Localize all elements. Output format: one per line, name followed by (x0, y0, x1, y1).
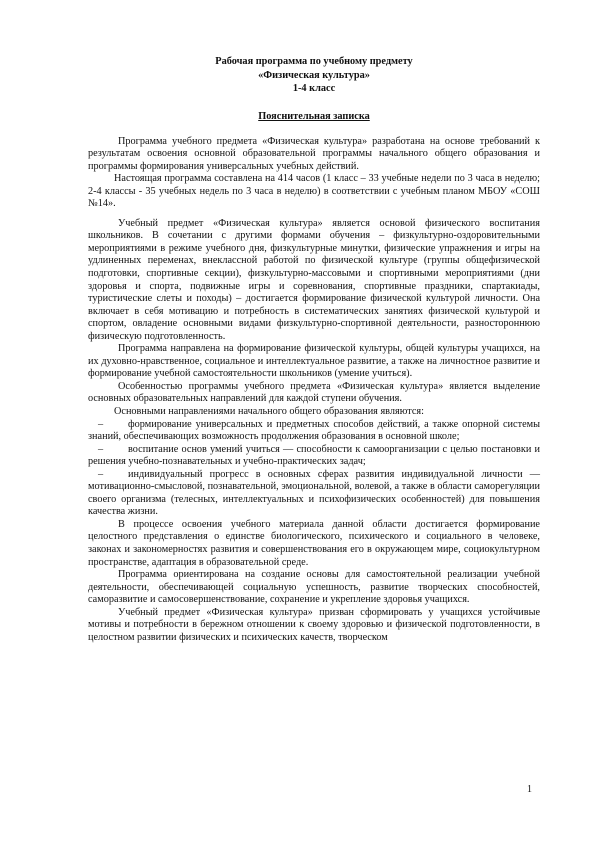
document-page (88, 55, 540, 644)
paragraph-7: В процессе освоения учебного материала данной области достигается формирование целостного представления о единстве биологического, психического и социального в человеке, законах и закономерностях развития и совершенствования его в окружающем мире, социокультурном пространстве, адаптация в образовательной среде. (88, 518, 540, 568)
section-subtitle: Пояснительная записка (258, 110, 370, 122)
list-item (88, 419, 540, 444)
document-body (88, 136, 540, 645)
document-header (88, 55, 540, 96)
dash-marker: – (98, 418, 104, 430)
paragraph-3: Учебный предмет «Физическая культура» является основой физического воспитания школьников. В сочетании с другими формами обучения – физкультурно-оздоровительными мероприятиями в режиме учебного дня, физкультурные минутки, физические упражнения и игры на удлиненных переменах, внеклассной работой по физической культуре (группы общефизической подготовки, спортивные секции), физкультурно-массовыми и спортивными мероприятиями (дни здоровья и спорта, подвижные игры и соревнования, спортивные праздники, спартакиады, туристические слеты и походы) – достигается формирование физической культурой личности. Она включает в себя мотивацию и потребность в систематических занятиях физической культурой и спортом, овладение основными видами физкультурно-спортивной деятельности, разностороннюю физическую подготовленность. (88, 217, 540, 342)
document-title-line-2: «Физическая культура» (258, 69, 370, 81)
page-number: 1 (527, 784, 532, 795)
list-item (88, 444, 540, 469)
list-item-text: формирование универсальных и предметных способов действий, а также опорной системы знаний, обеспечивающих возможность продолжения образования в основной школе; (88, 418, 540, 443)
paragraph-4: Программа направлена на формирование физической культуры, общей культуры учащихся, на их духовно-нравственное, социальное и интеллектуальное развитие, а также на личностное развитие и формирование учебной самостоятельности школьников (умение учиться). (88, 343, 540, 380)
dash-marker: – (98, 443, 104, 455)
document-title-line-3: 1-4 класс (292, 83, 336, 94)
paragraph-5: Особенностью программы учебного предмета «Физическая культура» является выделение основных образовательных направлений для каждой ступени обучения. (88, 380, 540, 405)
paragraph-9: Учебный предмет «Физическая культура» призван сформировать у учащихся устойчивые мотивы и потребности в бережном отношении к своему здоровью и физической подготовленности, в целостном развитии физических и психических качеств, творческом (88, 606, 540, 643)
paragraph-6: Основными направлениями начального общего образования являются: (114, 405, 424, 417)
paragraph-8: Программа ориентирована на создание основы для самостоятельной реализации учебной деятельности, обеспечивающей социальную успешность, развитие творческих способностей, саморазвитие и самосовершенствование, сохранение и укрепление здоровья учащихся. (88, 569, 540, 606)
paragraph-2: Настоящая программа составлена на 414 часов (1 класс – 33 учебные недели по 3 часа в неделю; 2-4 классы - 35 учебных недель по 3 часа в неделю) в соответствии с учебным планом МБОУ «СОШ №14». (88, 173, 540, 210)
dash-marker: – (98, 468, 104, 480)
list-item-text: воспитание основ умений учиться — способности к самоорганизации с целью постановки и решения учебно-познавательных и учебно-практических задач; (88, 443, 540, 468)
document-title-line-1: Рабочая программа по учебному предмету (215, 56, 413, 67)
list-item-text: индивидуальный прогресс в основных сферах развития индивидуальной личности — мотивационно-смысловой, познавательной, эмоциональной, волевой, а также в области саморегуляции своего организма (телесных, интеллектуальных и психофизических особенностей) для повышения качества жизни. (88, 468, 540, 518)
list-item (88, 469, 540, 519)
paragraph-1: Программа учебного предмета «Физическая культура» разработана на основе требований к результатам освоения основной образовательной программы начального общего образования и программы формирования универсальных учебных действий. (88, 135, 540, 172)
